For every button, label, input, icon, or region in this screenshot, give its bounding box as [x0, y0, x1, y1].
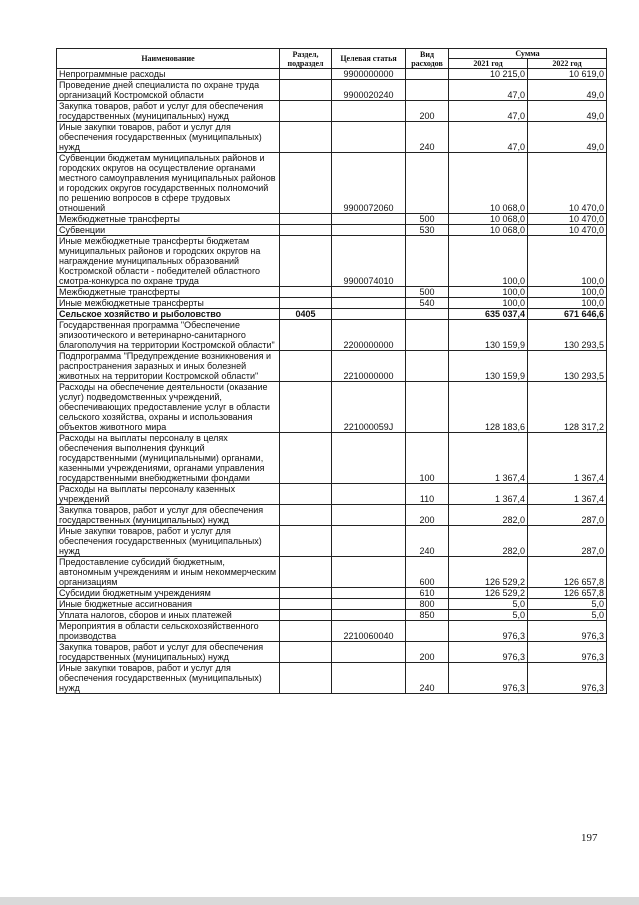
row-name-cell: Уплата налогов, сборов и иных платежей — [57, 610, 280, 621]
row-kind-cell: 240 — [406, 663, 449, 694]
row-target-cell: 9900020240 — [332, 80, 406, 101]
row-target-cell: 9900072060 — [332, 153, 406, 214]
row-2022-cell: 100,0 — [528, 236, 607, 287]
table-row — [57, 505, 607, 526]
row-2021-cell: 128 183,6 — [449, 382, 528, 433]
row-2021-cell: 10 068,0 — [449, 153, 528, 214]
row-section-cell — [280, 214, 332, 225]
row-kind-cell — [406, 69, 449, 80]
row-section-cell — [280, 122, 332, 153]
row-section-cell — [280, 153, 332, 214]
row-name-cell: Расходы на выплаты персоналу в целях обеспечения выполнения функций государственными (муниципальными) органами, казенными учреждениями, органами управления государственными внебюджетными фондами — [57, 433, 280, 484]
row-2022-cell: 130 293,5 — [528, 320, 607, 351]
row-kind-cell: 100 — [406, 433, 449, 484]
row-2021-cell: 47,0 — [449, 122, 528, 153]
table-row — [57, 287, 607, 298]
row-target-cell — [332, 484, 406, 505]
row-target-cell — [332, 101, 406, 122]
row-2022-cell: 287,0 — [528, 505, 607, 526]
row-section-cell — [280, 599, 332, 610]
row-2021-cell: 10 215,0 — [449, 69, 528, 80]
row-2022-cell: 1 367,4 — [528, 433, 607, 484]
row-target-cell — [332, 309, 406, 320]
row-2022-cell: 100,0 — [528, 287, 607, 298]
table-row — [57, 153, 607, 214]
table-row — [57, 214, 607, 225]
row-2021-cell: 976,3 — [449, 642, 528, 663]
row-name-cell: Государственная программа "Обеспечение эпизоотического и ветеринарно-санитарного благополучия на территории Костромской области" — [57, 320, 280, 351]
column-header-kind: Вид расходов — [406, 49, 449, 69]
row-2022-cell: 976,3 — [528, 663, 607, 694]
column-header-2021: 2021 год — [449, 59, 528, 69]
row-name-cell: Иные закупки товаров, работ и услуг для обеспечения государственных (муниципальных) нужд — [57, 663, 280, 694]
row-target-cell — [332, 433, 406, 484]
row-kind-cell: 500 — [406, 214, 449, 225]
table-row — [57, 69, 607, 80]
row-2021-cell: 282,0 — [449, 505, 528, 526]
row-2022-cell: 976,3 — [528, 642, 607, 663]
row-section-cell — [280, 588, 332, 599]
row-kind-cell — [406, 320, 449, 351]
row-2021-cell: 47,0 — [449, 101, 528, 122]
row-2021-cell: 10 068,0 — [449, 225, 528, 236]
row-2022-cell: 1 367,4 — [528, 484, 607, 505]
row-2021-cell: 10 068,0 — [449, 214, 528, 225]
row-kind-cell — [406, 351, 449, 382]
row-kind-cell: 600 — [406, 557, 449, 588]
row-kind-cell: 530 — [406, 225, 449, 236]
row-name-cell: Закупка товаров, работ и услуг для обеспечения государственных (муниципальных) нужд — [57, 505, 280, 526]
row-2022-cell: 10 619,0 — [528, 69, 607, 80]
row-target-cell — [332, 225, 406, 236]
table-row — [57, 621, 607, 642]
row-2021-cell: 100,0 — [449, 236, 528, 287]
table-row — [57, 663, 607, 694]
row-section-cell — [280, 382, 332, 433]
row-2021-cell: 976,3 — [449, 663, 528, 694]
row-kind-cell: 200 — [406, 505, 449, 526]
row-name-cell: Расходы на выплаты персоналу казенных учреждений — [57, 484, 280, 505]
row-kind-cell: 240 — [406, 526, 449, 557]
row-target-cell — [332, 663, 406, 694]
row-target-cell — [332, 526, 406, 557]
row-name-cell: Сельское хозяйство и рыболовство — [57, 309, 280, 320]
row-kind-cell — [406, 621, 449, 642]
table-body — [57, 69, 607, 694]
row-2021-cell: 130 159,9 — [449, 351, 528, 382]
table-row — [57, 557, 607, 588]
row-2021-cell: 976,3 — [449, 621, 528, 642]
row-name-cell: Непрограммные расходы — [57, 69, 280, 80]
row-section-cell — [280, 320, 332, 351]
row-2021-cell: 100,0 — [449, 287, 528, 298]
table-row — [57, 320, 607, 351]
row-kind-cell: 110 — [406, 484, 449, 505]
row-kind-cell: 240 — [406, 122, 449, 153]
table-row — [57, 599, 607, 610]
row-target-cell — [332, 642, 406, 663]
row-2022-cell: 49,0 — [528, 80, 607, 101]
table-row — [57, 588, 607, 599]
row-2022-cell: 10 470,0 — [528, 225, 607, 236]
row-2021-cell: 635 037,4 — [449, 309, 528, 320]
row-kind-cell — [406, 309, 449, 320]
row-2022-cell: 49,0 — [528, 101, 607, 122]
table-row — [57, 484, 607, 505]
row-kind-cell: 800 — [406, 599, 449, 610]
row-2021-cell: 126 529,2 — [449, 588, 528, 599]
row-section-cell — [280, 663, 332, 694]
row-kind-cell: 500 — [406, 287, 449, 298]
table-row — [57, 610, 607, 621]
table-row — [57, 382, 607, 433]
row-target-cell — [332, 505, 406, 526]
row-2022-cell: 10 470,0 — [528, 214, 607, 225]
column-header-sum: Сумма — [449, 49, 607, 59]
row-2022-cell: 976,3 — [528, 621, 607, 642]
row-target-cell: 221000059J — [332, 382, 406, 433]
row-2021-cell: 100,0 — [449, 298, 528, 309]
row-2022-cell: 5,0 — [528, 599, 607, 610]
row-kind-cell — [406, 80, 449, 101]
table-row — [57, 351, 607, 382]
row-2021-cell: 1 367,4 — [449, 484, 528, 505]
row-name-cell: Иные бюджетные ассигнования — [57, 599, 280, 610]
row-section-cell — [280, 69, 332, 80]
row-kind-cell: 540 — [406, 298, 449, 309]
row-target-cell: 9900000000 — [332, 69, 406, 80]
row-2021-cell: 282,0 — [449, 526, 528, 557]
column-header-2022: 2022 год — [528, 59, 607, 69]
row-section-cell — [280, 80, 332, 101]
row-2022-cell: 100,0 — [528, 298, 607, 309]
table-row — [57, 80, 607, 101]
table-row — [57, 642, 607, 663]
row-kind-cell — [406, 153, 449, 214]
row-section-cell — [280, 298, 332, 309]
row-name-cell: Проведение дней специалиста по охране труда организаций Костромской области — [57, 80, 280, 101]
row-section-cell — [280, 433, 332, 484]
row-section-cell: 0405 — [280, 309, 332, 320]
budget-table — [56, 48, 607, 694]
row-name-cell: Подпрограмма "Предупреждение возникновения и распространения заразных и иных болезней животных на территории Костромской области" — [57, 351, 280, 382]
row-name-cell: Субвенции — [57, 225, 280, 236]
row-name-cell: Иные межбюджетные трансферты — [57, 298, 280, 309]
table-row — [57, 225, 607, 236]
table-row — [57, 526, 607, 557]
page-number: 197 — [581, 832, 598, 844]
scan-bottom-strip — [0, 897, 639, 905]
row-2022-cell: 126 657,8 — [528, 588, 607, 599]
row-section-cell — [280, 610, 332, 621]
row-name-cell: Предоставление субсидий бюджетным, автономным учреждениям и иным некоммерческим организациям — [57, 557, 280, 588]
row-2022-cell: 128 317,2 — [528, 382, 607, 433]
row-target-cell — [332, 298, 406, 309]
row-section-cell — [280, 351, 332, 382]
row-section-cell — [280, 225, 332, 236]
row-section-cell — [280, 287, 332, 298]
row-target-cell: 9900074010 — [332, 236, 406, 287]
table-row — [57, 298, 607, 309]
row-target-cell — [332, 287, 406, 298]
row-kind-cell: 200 — [406, 101, 449, 122]
row-section-cell — [280, 642, 332, 663]
row-2022-cell: 671 646,6 — [528, 309, 607, 320]
row-kind-cell: 610 — [406, 588, 449, 599]
row-target-cell — [332, 214, 406, 225]
row-name-cell: Закупка товаров, работ и услуг для обеспечения государственных (муниципальных) нужд — [57, 101, 280, 122]
row-section-cell — [280, 101, 332, 122]
row-2021-cell: 5,0 — [449, 599, 528, 610]
row-name-cell: Мероприятия в области сельскохозяйственного производства — [57, 621, 280, 642]
row-target-cell — [332, 557, 406, 588]
column-header-target: Целевая статья — [332, 49, 406, 69]
table-row — [57, 433, 607, 484]
row-2021-cell: 47,0 — [449, 80, 528, 101]
row-section-cell — [280, 484, 332, 505]
row-name-cell: Межбюджетные трансферты — [57, 214, 280, 225]
table-row — [57, 236, 607, 287]
table-row — [57, 101, 607, 122]
table-header — [57, 49, 607, 69]
row-section-cell — [280, 236, 332, 287]
row-kind-cell — [406, 236, 449, 287]
row-section-cell — [280, 526, 332, 557]
row-target-cell — [332, 122, 406, 153]
column-header-section: Раздел, подраздел — [280, 49, 332, 69]
table-row — [57, 309, 607, 320]
row-name-cell: Закупка товаров, работ и услуг для обеспечения государственных (муниципальных) нужд — [57, 642, 280, 663]
row-kind-cell: 850 — [406, 610, 449, 621]
row-target-cell — [332, 599, 406, 610]
table-row — [57, 122, 607, 153]
row-target-cell — [332, 588, 406, 599]
row-2022-cell: 10 470,0 — [528, 153, 607, 214]
row-2021-cell: 1 367,4 — [449, 433, 528, 484]
row-2021-cell: 130 159,9 — [449, 320, 528, 351]
row-name-cell: Иные закупки товаров, работ и услуг для обеспечения государственных (муниципальных) нужд — [57, 526, 280, 557]
row-name-cell: Межбюджетные трансферты — [57, 287, 280, 298]
row-2021-cell: 5,0 — [449, 610, 528, 621]
row-2021-cell: 126 529,2 — [449, 557, 528, 588]
row-name-cell: Расходы на обеспечение деятельности (оказание услуг) подведомственных учреждений, обеспечивающих предоставление услуг в области сельского хозяйства, охраны и использования объектов животного мира — [57, 382, 280, 433]
row-2022-cell: 49,0 — [528, 122, 607, 153]
column-header-name: Наименование — [57, 49, 280, 69]
row-2022-cell: 5,0 — [528, 610, 607, 621]
row-target-cell — [332, 610, 406, 621]
row-kind-cell — [406, 382, 449, 433]
row-name-cell: Иные закупки товаров, работ и услуг для обеспечения государственных (муниципальных) нужд — [57, 122, 280, 153]
row-kind-cell: 200 — [406, 642, 449, 663]
row-section-cell — [280, 505, 332, 526]
row-2022-cell: 287,0 — [528, 526, 607, 557]
row-name-cell: Субсидии бюджетным учреждениям — [57, 588, 280, 599]
row-name-cell: Иные межбюджетные трансферты бюджетам муниципальных районов и городских округов на награждение муниципальных образований Костромской области - победителей областного смотра-конкурса по охране труда — [57, 236, 280, 287]
row-section-cell — [280, 621, 332, 642]
row-2022-cell: 126 657,8 — [528, 557, 607, 588]
row-target-cell: 2210000000 — [332, 351, 406, 382]
row-target-cell: 2200000000 — [332, 320, 406, 351]
row-section-cell — [280, 557, 332, 588]
row-name-cell: Субвенции бюджетам муниципальных районов и городских округов на осуществление органами местного самоуправления муниципальных районов и городских округов государственных полномочий по решению вопросов в сфере трудовых отношений — [57, 153, 280, 214]
row-2022-cell: 130 293,5 — [528, 351, 607, 382]
row-target-cell: 2210060040 — [332, 621, 406, 642]
